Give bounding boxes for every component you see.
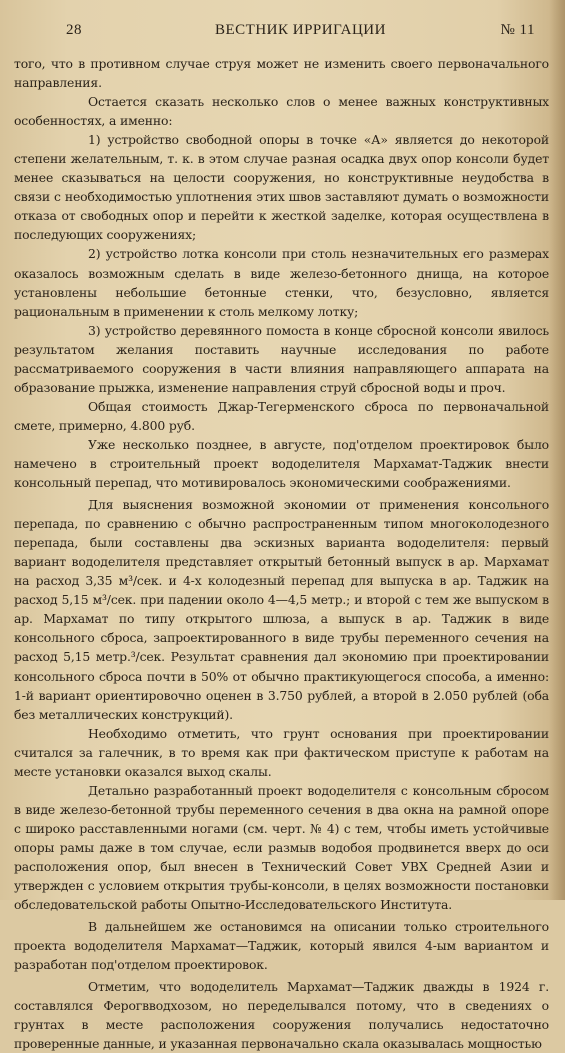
paragraph: того, что в противном случае струя может не изменить своего первоначального направления.	[14, 56, 549, 91]
issue-number: № 11	[500, 22, 535, 38]
paragraph: Детально разработанный проект вододелителя с консольным сбросом в виде железо-бетонной трубы переменного сечения в два окна на рамной опоре с широко расставленными ногами (см. черт. № 4) с тем, чтобы иметь устойчивые опоры рамы даже в том случае, если размыв водобоя продвинется вверх до оси расположения опор, был внесен в Технический Совет УВХ Средней Азии и утвержден с условием открытия трубы-консоли, в целях возможности постановки обследовательской работы Опытно-Исследовательского Института.	[14, 782, 549, 913]
list-item: 3) устройство деревянного помоста в конце сбросной консоли явилось результатом желания поставить научные исследования по работе рассматриваемого сооружения в части влияния направляющего аппарата на образование прыжка, изменение направления струй сбросной воды и проч.	[14, 322, 549, 395]
page-number: 28	[66, 22, 82, 38]
paragraph: Отметим, что вододелитель Мархамат—Таджик дважды в 1924 г. составлялся Ферогвводхозом, но переделывался потому, что в сведениях о грунтах в месте расположения сооружения получались недостаточно проверенные данные, и указанная первоначально скала оказывалась мощностью	[14, 979, 549, 1052]
paragraph: Уже несколько позднее, в августе, под'отделом проектировок было намечено в строительный проект вододелителя Мархамат-Таджик внести консольный перепад, что мотивировалось экономическими соображениями.	[14, 436, 549, 491]
article-body	[14, 54, 549, 1053]
paragraph: Общая стоимость Джар-Тегерменского сброса по первоначальной смете, примерно, 4.800 руб.	[14, 398, 549, 433]
paragraph: Необходимо отметить, что грунт основания при проектировании считался за галечник, в то время как при фактическом приступе к работам на месте установки оказался выход скалы.	[14, 725, 549, 779]
paragraph: Остается сказать несколько слов о менее важных конструктивных особенностях, а именно:	[14, 94, 549, 129]
list-item: 1) устройство свободной опоры в точке «А» является до некоторой степени желательным, т. к. в этом случае разная осадка двух опор консоли будет менее сказываться на целости сооружения, но конструктивные неудобства в связи с необходимостью уплотнения этих швов заставляют думать о возможности отказа от свободных опор и перейти к жесткой заделке, которая осуществлена в последующих сооружениях;	[14, 132, 549, 243]
paragraph: Для выяснения возможной экономии от применения консольного перепада, по сравнению с обычно распространенным типом многоколодезного перепада, были составлены два эскизных варианта вододелителя: первый вариант вододелителя представляет открытый бетонный выпуск в ар. Мархамат на расход 3,35 м³/сек. и 4-х колодезный перепад для выпуска в ар. Таджик на расход 5,15 м³/сек. при падении около 4—4,5 метр.; и второй с тем же выпуском в ар. Мархамат по типу открытого шлюза, а выпуск в ар. Таджик в виде консольного сброса, запроектированного в виде трубы переменного сечения на расход 5,15 метр.³/сек. Результат сравнения дал экономию при проектировании консольного сброса почти в 50% от обычно практикующегося способа, а именно: 1-й вариант ориентировочно оценен в 3.750 рублей, а второй в 2.050 рублей (оба без металлических конструкций).	[14, 497, 549, 722]
page-header	[66, 22, 535, 46]
list-item: 2) устройство лотка консоли при столь незначительных его размерах оказалось возможным сделать в виде железо-бетонного днища, на которое установлены небольшие бетонные стенки, что, безусловно, является рациональным в применении к столь мелкому лотку;	[14, 246, 549, 319]
paragraph: В дальнейшем же остановимся на описании только строительного проекта вододелителя Мархамат—Таджик, который явился 4-ым вариантом и разработан под'отделом проектировок.	[14, 919, 549, 973]
journal-title: ВЕСТНИК ИРРИГАЦИИ	[215, 22, 386, 38]
